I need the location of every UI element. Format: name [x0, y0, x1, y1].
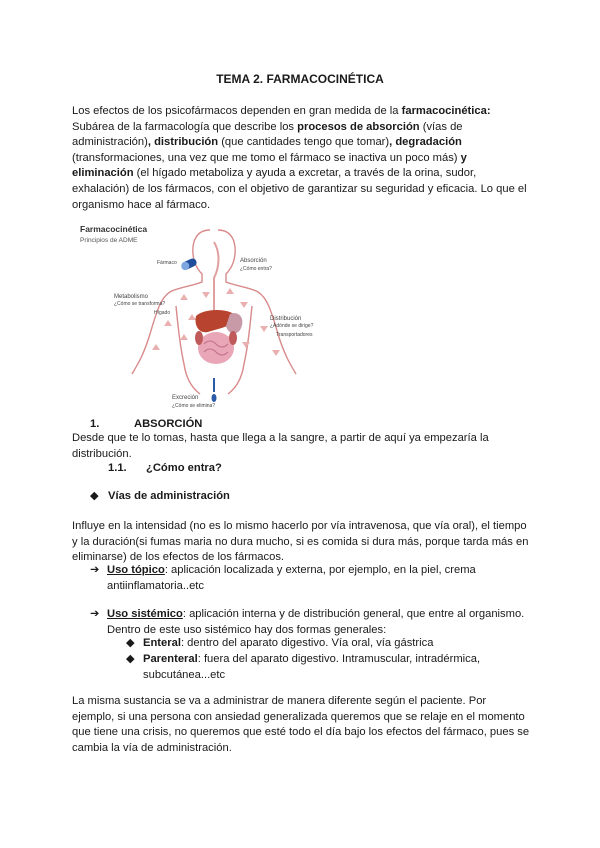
figure-title: Farmacocinética [80, 224, 148, 234]
list-item-topico: ➔ Uso tópico: aplicación localizada y externa, por ejemplo, en la piel, crema antiinflamatoria..etc [90, 564, 476, 592]
label-farmaco: Fármaco [157, 260, 177, 266]
label-distribucion: Distribución [270, 316, 302, 322]
label-absorcion: Absorción [240, 258, 267, 264]
figure-subtitle: Principios de ADME [80, 237, 138, 244]
label-metabolismo-q: ¿Cómo se transforma? [114, 301, 166, 307]
closing-paragraph: La misma sustancia se va a administrar de manera diferente según el paciente. Por ejemplo, si una persona con ansiedad generalizada queremos que se relaje en el momento que tiene una crisis, no queremos que esté todo el día bajo los efectos del fármaco, pues se cambia la vía de administración. [72, 695, 530, 754]
list-item-parenteral: ◆ Parenteral: fuera del aparato digestivo. Intramuscular, intradérmica, subcutánea...etc [126, 653, 481, 681]
page-title: TEMA 2. FARMACOCINÉTICA [216, 72, 384, 86]
intro-paragraph: Los efectos de los psicofármacos dependen en gran medida de la farmacocinética: Subárea de la farmacología que describe los procesos de absorción (vías de administración), distribución (que cantidades tengo que tomar), degradación (transformaciones, una vez que me tomo el fármaco se inactiva un poco más) y eliminación (el hígado metaboliza y ayuda a excretar, a través de la orina, sudor, exhalación) de los fármacos, con el objetivo de garantizar su seguridad y eficacia. Lo que el organismo hace al fármaco. [72, 105, 527, 211]
capsule-icon [180, 257, 198, 271]
intestines [198, 332, 234, 364]
diamond-bullet-icon: ◆ [126, 637, 135, 649]
subsection-heading-como-entra: 1.1. ¿Cómo entra? [108, 462, 222, 474]
diamond-bullet-icon: ◆ [126, 653, 135, 665]
label-transportadores: Transportadores [276, 332, 313, 338]
label-excrecion-q: ¿Cómo se elimina? [172, 403, 216, 409]
section-heading-absorcion: 1. ABSORCIÓN [90, 418, 203, 430]
vias-heading: ◆ Vías de administración [90, 489, 230, 505]
label-higado: Hígado [154, 310, 171, 316]
label-distribucion-q: ¿Adónde se dirige? [270, 323, 314, 329]
list-item-enteral: ◆ Enteral: dentro del aparato digestivo. Vía oral, vía gástrica [126, 636, 530, 652]
diamond-bullet-icon: ◆ [90, 490, 99, 502]
label-absorcion-q: ¿Cómo entra? [240, 266, 272, 272]
list-item-sistemico: ➔ Uso sistémico: aplicación interna y de distribución general, que entre al organismo. Dentro de este uso sistémico hay dos formas generales: [90, 608, 525, 636]
absorcion-paragraph: Desde que te lo tomas, hasta que llega a la sangre, a partir de aquí ya empezaría la distribución. [72, 432, 489, 460]
label-excrecion: Excreción [172, 395, 199, 401]
vias-paragraph: Influye en la intensidad (no es lo mismo hacerlo por vía intravenosa, que vía oral), el tiempo y la duración(si fumas maria no dura mucho, si es comida si dura más, porque tarda más en eliminarse) de los efectos de los fármacos. [72, 520, 529, 564]
label-metabolismo: Metabolismo [114, 294, 149, 300]
arrow-icon: ➔ [90, 564, 100, 576]
adme-figure [80, 222, 320, 414]
arrow-icon: ➔ [90, 608, 100, 620]
